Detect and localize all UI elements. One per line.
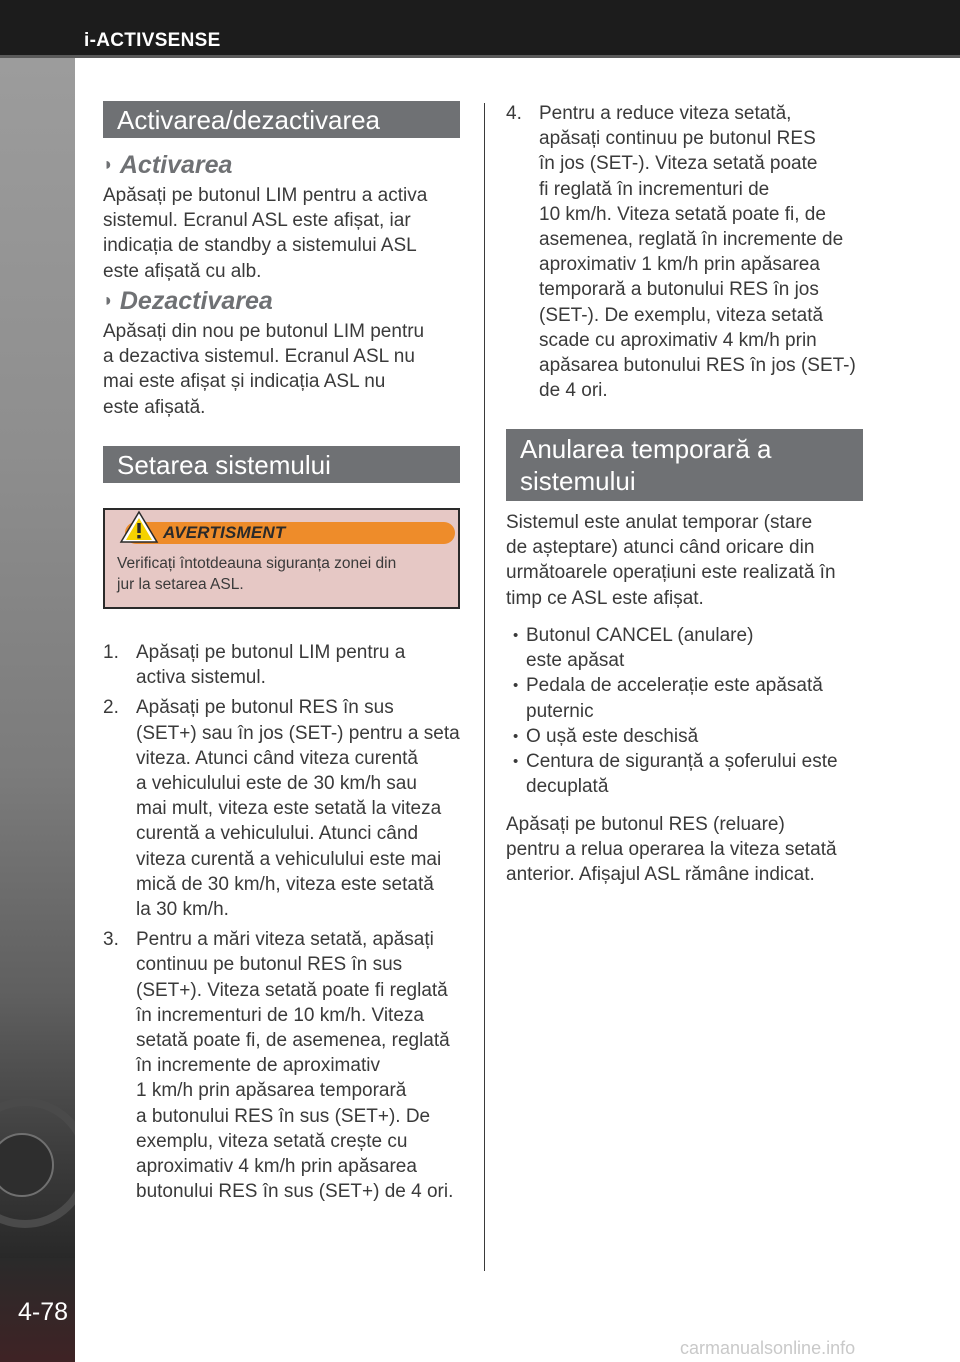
line: apăsați continuu pe butonul RES (539, 128, 816, 150)
line: în incrementuri de 10 km/h. Viteza (136, 1004, 424, 1026)
steps-list-left (103, 640, 465, 1204)
step-number: 4. (506, 103, 522, 124)
line: O ușă este deschisă (526, 725, 699, 747)
cancel-outro-paragraph (506, 812, 868, 888)
chevron-marker-icon: ◗ (103, 154, 114, 174)
line: sistemul. Ecranul ASL este afișat, iar (103, 210, 411, 232)
step-number: 3. (103, 929, 119, 951)
heading-system-setting (103, 446, 460, 483)
line: aproximativ 1 km/h prin apăsarea (539, 254, 820, 276)
list-item (506, 673, 868, 723)
cancel-conditions-list (506, 623, 868, 799)
line: de 4 ori. (539, 380, 608, 402)
step-item-4 (506, 101, 868, 403)
line: exemplu, viteza setată crește cu (136, 1130, 408, 1152)
warning-label: AVERTISMENT (163, 523, 286, 542)
line: (SET+) sau în jos (SET-) pentru a seta (136, 722, 460, 744)
line: setată poate fi, de asemenea, reglată (136, 1030, 450, 1052)
list-item (506, 749, 868, 799)
line: apăsarea butonului RES în jos (SET-) (539, 355, 856, 377)
line: este apăsat (526, 650, 625, 672)
top-header-bar (0, 0, 960, 58)
subheading-text: Activarea (119, 151, 233, 179)
line: Pentru a mări viteza setată, apăsați (136, 929, 434, 951)
line: viteza. Atunci când viteza curentă (136, 747, 418, 769)
line: Apăsați pe butonul RES (reluare) (506, 814, 785, 835)
line: timp ce ASL este afișat. (506, 587, 704, 609)
line: puternic (526, 700, 594, 722)
steps-list-right (506, 101, 868, 403)
line: fi reglată în incrementuri de (539, 178, 770, 200)
line: viteza curentă a vehiculului este mai (136, 848, 442, 870)
warning-text (117, 554, 452, 595)
line: mai mult, viteza este setată la viteza (136, 798, 442, 820)
line: aproximativ 4 km/h prin apăsarea (136, 1156, 417, 1178)
subheading-text: Dezactivarea (119, 287, 273, 315)
heading-temporary-cancel (506, 429, 863, 501)
line: în jos (SET-). Viteza setată poate (539, 153, 818, 175)
deactivation-paragraph (103, 319, 463, 420)
column-divider (484, 103, 485, 1271)
cancel-intro-paragraph (506, 510, 868, 611)
warning-triangle-icon (119, 510, 159, 544)
step-number: 1. (103, 642, 119, 663)
line: indicația de standby a sistemului ASL (103, 235, 417, 257)
line: continuu pe butonul RES în sus (136, 954, 403, 976)
subheading-activation (103, 151, 232, 180)
line: mai este afișat și indicația ASL nu (103, 371, 386, 393)
line: a vehiculului este de 30 km/h sau (136, 773, 417, 795)
line: temporară a butonului RES în jos (539, 279, 819, 301)
line: jur la setarea ASL. (117, 575, 244, 593)
heading-text: Activarea/dezactivarea (117, 104, 381, 135)
step-item-3 (103, 927, 465, 1204)
line: de așteptare) atunci când oricare din (506, 537, 815, 559)
line: butonului RES în sus (SET+) de 4 ori. (136, 1181, 454, 1203)
line: în incremente de aproximativ (136, 1055, 380, 1077)
line: este afișată. (103, 396, 206, 418)
line: Verificați întotdeauna siguranța zonei din (117, 555, 397, 572)
line: (SET-). De exemplu, viteza setată (539, 304, 824, 326)
line: Apăsați pe butonul RES în sus (136, 697, 394, 719)
heading-text-line1: Anularea temporară a (520, 434, 772, 464)
chevron-marker-icon: ◗ (103, 290, 114, 310)
line: scade cu aproximativ 4 km/h prin (539, 329, 817, 351)
line: curentă a vehiculului. Atunci când (136, 823, 419, 845)
line: Apăsați pe butonul LIM pentru a (136, 642, 406, 663)
line: Apăsați din nou pe butonul LIM pentru (103, 321, 425, 342)
line: Centura de siguranță a șoferului este (526, 751, 838, 773)
heading-text: Setarea sistemului (117, 449, 331, 480)
line: anterior. Afișajul ASL rămâne indicat. (506, 864, 815, 886)
line: Pedala de accelerație este apăsată (526, 675, 823, 697)
warning-box (103, 508, 460, 609)
line: Sistemul este anulat temporar (stare (506, 512, 813, 533)
line: Apăsați pe butonul LIM pentru a activa (103, 185, 428, 206)
line: 1 km/h prin apăsarea temporară (136, 1080, 407, 1102)
line: a butonului RES în sus (SET+). De (136, 1105, 431, 1127)
step-item-2 (103, 695, 465, 922)
page-number: 4-78 (18, 1298, 69, 1326)
heading-text-line2: sistemului (520, 466, 636, 496)
step-item-1 (103, 640, 465, 690)
list-item (506, 623, 868, 673)
line: asemenea, reglată în incremente de (539, 229, 844, 251)
heading-activation-deactivation (103, 101, 460, 138)
line: 10 km/h. Viteza setată poate fi, de (539, 203, 826, 225)
subheading-deactivation (103, 287, 273, 316)
section-title: i-ACTIVSENSE (84, 30, 221, 51)
line: Pentru a reduce viteza setată, (539, 103, 792, 124)
line: la 30 km/h. (136, 899, 229, 921)
activation-paragraph (103, 183, 463, 284)
watermark: carmanualsonline.info (680, 1338, 856, 1358)
step-number: 2. (103, 697, 119, 719)
line: activa sistemul. (136, 667, 266, 689)
line: mică de 30 km/h, viteza este setată (136, 873, 434, 895)
line: următoarele operațiuni este realizată în (506, 562, 836, 584)
line: pentru a relua operarea la viteza setată (506, 839, 837, 861)
line: a dezactiva sistemul. Ecranul ASL nu (103, 346, 415, 368)
line: Butonul CANCEL (anulare) (526, 625, 754, 646)
line: este afișată cu alb. (103, 260, 262, 282)
line: (SET+). Viteza setată poate fi reglată (136, 979, 448, 1001)
list-item (506, 724, 868, 749)
sidebar-decoration (0, 58, 75, 1362)
line: decuplată (526, 776, 609, 798)
